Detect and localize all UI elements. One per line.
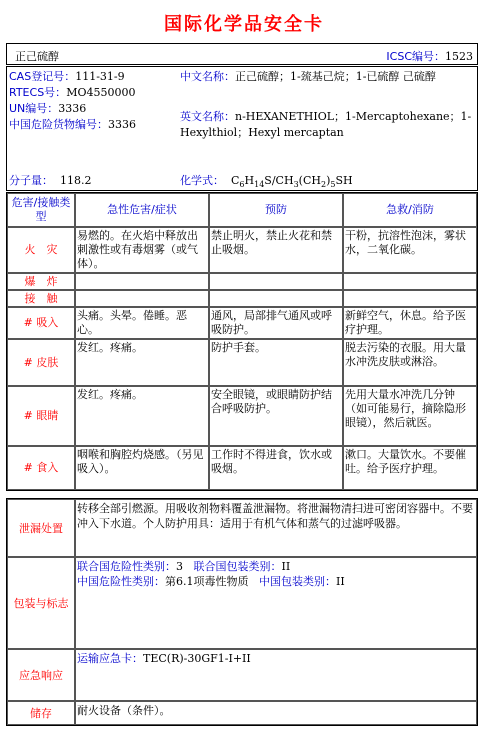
packaging-content [75, 557, 477, 649]
row-category: 接 触 [7, 290, 75, 307]
un-pack-value: II [281, 560, 291, 573]
en-name-value: n-HEXANETHIOL；1-Mercaptohexane；1-Hexylthiol；Hexyl mercaptan [180, 110, 472, 139]
cas-line [9, 69, 179, 85]
mw-label: 分子量： [9, 174, 53, 187]
row-category: 火 灾 [7, 227, 75, 273]
formula-part: C [231, 174, 240, 187]
row-first-aid: 漱口。大量饮水。不要催吐。给予医疗护理。 [343, 446, 477, 490]
emergency-card-label: 运输应急卡： [77, 652, 143, 665]
cas-value: 111-31-9 [75, 70, 125, 83]
un-class-value: 3 [176, 560, 183, 573]
cn-name-value: 正己硫醇；1-巯基己烷；1-已硫醇 己硫醇 [235, 70, 436, 83]
header-prevention: 预防 [209, 193, 343, 227]
formula-sub: 2 [320, 180, 327, 189]
table-row [7, 273, 477, 290]
cn-danger-label: 中国危险货物编号： [9, 118, 108, 131]
cn-class-line [77, 574, 475, 589]
hazard-table [6, 192, 478, 491]
row-prevention: 禁止明火，禁止火花和禁止吸烟。 [209, 227, 343, 273]
table-row [7, 227, 477, 273]
row-prevention [209, 273, 343, 290]
row-symptoms: 易燃的。在火焰中释放出刺激性或有毒烟雾（或气体）。 [75, 227, 209, 273]
cn-name-line [180, 69, 476, 109]
names-column [180, 69, 476, 141]
cn-class-label: 中国危险性类别： [77, 575, 165, 588]
table-row [7, 290, 477, 307]
emergency-row [7, 649, 477, 701]
row-prevention [209, 290, 343, 307]
formula-sub: 14 [254, 180, 265, 189]
rtecs-label: RTECS号： [9, 86, 67, 99]
formula-sub: 6 [239, 180, 245, 189]
row-category: # 眼睛 [7, 386, 75, 446]
row-first-aid: 新鲜空气，休息。给予医疗护理。 [343, 307, 477, 339]
row-prevention: 工作时不得进食，饮水或吸烟。 [209, 446, 343, 490]
mw-value: 118.2 [60, 174, 92, 187]
un-value: 3336 [58, 102, 87, 115]
icsc-label: ICSC编号： [386, 50, 445, 63]
row-category: 爆 炸 [7, 273, 75, 290]
rtecs-line [9, 85, 179, 101]
handling-table [6, 498, 478, 726]
cn-class-value: 第6.1项毒性物质 [165, 575, 249, 588]
formula-sub: 5 [330, 180, 336, 189]
card-title: 国际化学品安全卡 [164, 14, 324, 35]
formula-part: H [244, 174, 255, 187]
storage-label: 储存 [7, 701, 75, 725]
row-symptoms: 发红。疼痛。 [75, 386, 209, 446]
molecular-weight [9, 173, 92, 189]
name-bar [6, 43, 478, 65]
row-symptoms: 头痛。头晕。倦睡。恶心。 [75, 307, 209, 339]
cn-name-label: 中文名称： [180, 70, 235, 83]
row-symptoms [75, 273, 209, 290]
spill-text: 转移全部引燃源。用吸收剂物料覆盖泄漏物。将泄漏物清扫进可密闭容器中。不要冲入下水道。个人防护用具：适用于有机气体和蒸气的过滤呼吸器。 [75, 499, 477, 557]
row-category: # 皮肤 [7, 339, 75, 386]
table-row [7, 386, 477, 446]
formula-label: 化学式： [180, 174, 224, 187]
table-row [7, 446, 477, 490]
spill-row [7, 499, 477, 557]
cas-label: CAS登记号： [9, 70, 76, 83]
emergency-card-value: TEC(R)-30GF1-I+II [143, 652, 251, 665]
table-row [7, 339, 477, 386]
row-first-aid: 先用大量水冲洗几分钟（如可能易行，摘除隐形眼镜），然后就医。 [343, 386, 477, 446]
chemical-formula [180, 173, 353, 193]
icsc-value: 1523 [445, 50, 473, 63]
table-row [7, 307, 477, 339]
un-line [9, 101, 179, 117]
row-prevention: 安全眼镜，或眼睛防护结合呼吸防护。 [209, 386, 343, 446]
header-symptoms: 急性危害/症状 [75, 193, 209, 227]
hazard-table-header [7, 193, 477, 227]
row-prevention: 通风，局部排气通风或呼吸防护。 [209, 307, 343, 339]
row-first-aid [343, 290, 477, 307]
emergency-label: 应急响应 [7, 649, 75, 701]
row-symptoms: 发红。疼痛。 [75, 339, 209, 386]
cn-danger-line [9, 117, 179, 133]
packaging-label: 包装与标志 [7, 557, 75, 649]
un-class-line [77, 559, 475, 574]
row-category: # 食入 [7, 446, 75, 490]
row-first-aid [343, 273, 477, 290]
un-class-label: 联合国危险性类别： [77, 560, 176, 573]
identifier-block [6, 66, 478, 191]
un-label: UN编号： [9, 102, 59, 115]
emergency-content [75, 649, 477, 701]
formula-sub: 3 [293, 180, 299, 189]
header-type: 危害/接触类型 [7, 193, 75, 227]
en-name-line [180, 109, 476, 141]
storage-text: 耐火设备（条件）。 [75, 701, 477, 725]
cn-danger-value: 3336 [108, 118, 136, 131]
storage-row [7, 701, 477, 725]
formula-part: (CH [298, 174, 321, 187]
row-symptoms: 咽喉和胸腔灼烧感。（另见吸入）。 [75, 446, 209, 490]
row-symptoms [75, 290, 209, 307]
rtecs-value: MO4550000 [66, 86, 136, 99]
un-pack-label: 联合国包装类别： [193, 560, 282, 573]
cn-pack-value: II [336, 575, 345, 588]
icsc-number [386, 48, 473, 64]
row-first-aid: 脱去污染的衣服。用大量水冲洗皮肤或淋浴。 [343, 339, 477, 386]
row-prevention: 防护手套。 [209, 339, 343, 386]
chemical-name: 正己硫醇 [15, 50, 59, 63]
packaging-row [7, 557, 477, 649]
spill-label: 泄漏处置 [7, 499, 75, 557]
en-name-label: 英文名称： [180, 110, 235, 123]
row-category: # 吸入 [7, 307, 75, 339]
cn-pack-label: 中国包装类别： [259, 575, 336, 588]
header-first-aid: 急救/消防 [343, 193, 477, 227]
formula-part: SH [335, 174, 353, 187]
identifier-column [9, 69, 179, 133]
formula-part: ) [326, 174, 331, 187]
formula-part: S/CH [264, 174, 294, 187]
row-first-aid: 干粉，抗溶性泡沫，雾状水，二氧化碳。 [343, 227, 477, 273]
